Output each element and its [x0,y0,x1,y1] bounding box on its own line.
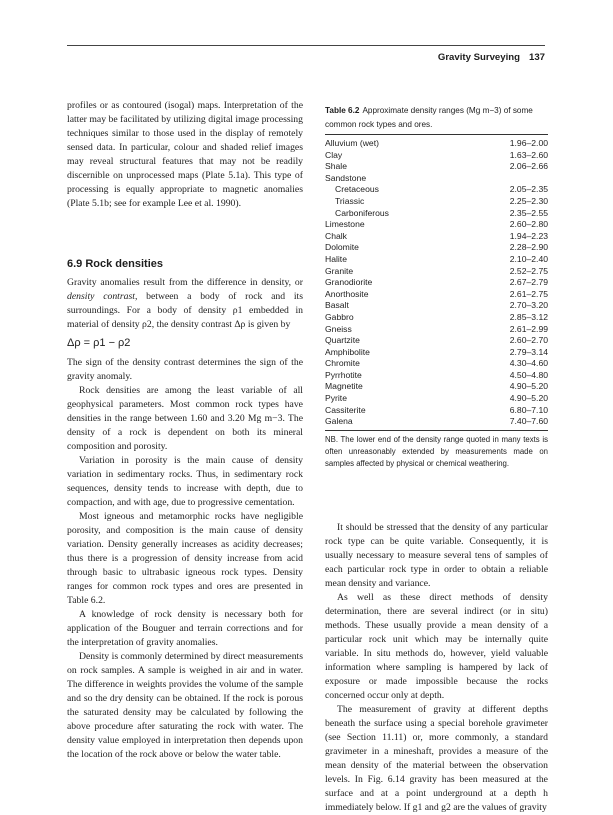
table-row [325,358,548,370]
paragraph-porosity: Variation in porosity is the main cause of density variation in sedimentary rocks. Thus, in sedimentary rock sequences, density tends to increase with depth, due to compaction, and with age, due to progressive cementation. [67,455,303,508]
table-cell-rock-type: Sandstone [325,172,367,183]
table-cell-density-range: 2.25–2.30 [509,195,548,206]
page-number: 137 [528,52,545,63]
table-cell-rock-type: Clay [325,149,343,160]
density-table [325,104,548,470]
table-cell-rock-type: Chalk [325,230,347,241]
table-cell-rock-type: Gabbro [325,311,354,322]
table-cell-density-range: 2.35–2.55 [509,207,548,218]
running-header [438,52,545,63]
section-title: 6.9 Rock densities [67,258,163,270]
paragraph-knowledge: A knowledge of rock density is necessary both for application of the Bouguer and terrain corrections and for the interpretation of gravity anomalies. [67,609,303,648]
table-cell-density-range: 2.61–2.99 [509,323,548,334]
table-cell-density-range: 2.60–2.80 [509,219,548,230]
table-cell-rock-type: Basalt [325,300,349,311]
table-cell-rock-type: Amphibolite [325,346,370,357]
table-cell-density-range: 2.61–2.75 [509,288,548,299]
table-row [325,289,548,301]
table-cell-density-range: 2.10–2.40 [509,253,548,264]
table-row [325,312,548,324]
density-contrast-term: density contrast [67,291,135,302]
paragraph-variability: It should be stressed that the density of any particular rock type can be quite variable. Consequently, it is usually necessary to measure several tens of samples of each particular rock type in order to obtain a reliable mean density and variance. [325,522,548,589]
intro-paragraph: profiles or as contoured (isogal) maps. Interpretation of the latter may be facilitated by utilizing digital image processing techniques similar to those used in the display of remotely sensed data. In particular, colour and shaded relief images may reveal structural features that may not be readily discernible on unprocessed maps (Plate 5.1a). This type of processing is equally appropriate to magnetic anomalies (Plate 5.1b; see for example Lee et al. 1990). [67,100,303,209]
density-contrast-equation: Δρ = ρ1 − ρ2 [67,337,131,349]
table-row [325,370,548,382]
table-cell-rock-type: Limestone [325,219,365,230]
table-cell-density-range: 1.94–2.23 [509,230,548,241]
header-rule [67,45,545,46]
table-cell-density-range: 2.85–3.12 [509,311,548,322]
table-row [325,231,548,243]
table-top-rule [325,134,548,135]
paragraph-measurement: Density is commonly determined by direct measurements on rock samples. A sample is weighed in air and in water. The difference in weights provides the volume of the sample and so the dry density can be obtained. If the rock is porous the saturated density may be calculated by following the above procedure after saturating the rock with water. The density value employed in interpretation then depends upon the location of the rock above or below the water table. [67,651,303,760]
table-cell-density-range: 4.50–4.80 [509,369,548,380]
table-label: Table 6.2 [325,106,360,115]
left-column-top [67,99,303,211]
table-row [325,184,548,196]
table-caption-text: Approximate density ranges (Mg m−3) of some common rock types and ores. [325,106,533,129]
table-bottom-rule [325,430,548,431]
table-cell-rock-type: Triassic [335,195,365,206]
paragraph-borehole: The measurement of gravity at different depths beneath the surface using a special borehole gravimeter (see Section 11.11) or, more commonly, a standard gravimeter in a mineshaft, provides a measure of the mean density of the material between the observation levels. In Fig. 6.14 gravity has been measured at the surface and at a point underground at a depth h immediately below. If g1 and g2 are the values of gravity [325,704,548,813]
table-cell-rock-type: Halite [325,253,347,264]
table-row [325,347,548,359]
paragraph-density-contrast [67,276,303,332]
table-cell-density-range: 2.28–2.90 [509,242,548,253]
table-row [325,381,548,393]
table-row [325,242,548,254]
table-cell-rock-type: Dolomite [325,242,359,253]
table-cell-density-range: 2.06–2.66 [509,161,548,172]
table-cell-rock-type: Cassiterite [325,404,366,415]
table-cell-density-range: 2.05–2.35 [509,184,548,195]
table-row [325,300,548,312]
paragraph-in-situ: As well as these direct methods of density determination, there are several indirect (or in situ) methods. These usually provide a mean density of a particular rock unit which may be internally quite variable. In situ methods do, however, yield valuable information where sampling is hampered by lack of exposure or made impossible because the rocks concerned occur only at depth. [325,592,548,701]
table-cell-density-range: 2.70–3.20 [509,300,548,311]
table-cell-density-range: 2.52–2.75 [509,265,548,276]
table-row [325,254,548,266]
table-cell-rock-type: Alluvium (wet) [325,138,379,148]
table-row [325,405,548,417]
table-cell-density-range: 1.63–2.60 [509,149,548,160]
right-column [325,521,548,815]
table-row [325,335,548,347]
table-cell-density-range: 2.60–2.70 [509,335,548,346]
table-row [325,416,548,428]
table-row [325,393,548,405]
table-cell-rock-type: Granodiorite [325,277,373,288]
table-row [325,196,548,208]
table-row [325,266,548,278]
table-cell-density-range: 1.96–2.00 [509,138,548,148]
table-cell-density-range: 4.90–5.20 [509,393,548,404]
table-cell-rock-type: Cretaceous [335,184,379,195]
table-cell-rock-type: Shale [325,161,347,172]
table-row [325,277,548,289]
left-column-body [67,276,303,762]
table-cell-rock-type: Pyrite [325,393,347,404]
paragraph-igneous: Most igneous and metamorphic rocks have negligible porosity, and composition is the main cause of density variation. Density generally increases as acidity decreases; thus there is a progression of density increase from acid through basic to ultrabasic igneous rock types. Density ranges for common rock types and ores are presented in Table 6.2. [67,511,303,606]
table-cell-rock-type: Gneiss [325,323,352,334]
table-row [325,208,548,220]
running-header-title: Gravity Surveying [437,52,520,63]
table-caption [325,104,548,132]
table-row [325,219,548,231]
paragraph-sign: The sign of the density contrast determines the sign of the gravity anomaly. [67,357,303,382]
table-body [325,138,548,428]
table-cell-density-range: 2.67–2.79 [509,277,548,288]
paragraph-rock-densities: Rock densities are among the least variable of all geophysical parameters. Most common rock types have densities in the range between 1.60 and 3.20 Mg m−3. The density of a rock is dependent on both its mineral composition and porosity. [67,385,303,452]
table-row [325,150,548,162]
table-cell-density-range: 2.79–3.14 [509,346,548,357]
table-cell-rock-type: Granite [325,265,354,276]
table-cell-density-range: 7.40–7.60 [509,416,548,427]
table-note: NB. The lower end of the density range quoted in many texts is often unreasonably extended by measurements made on samples affected by physical or chemical weathering. [325,434,548,468]
table-row [325,161,548,173]
paragraph-density-contrast-b: , between a body of rock and its surroundings. For a body of density ρ1 embedded in material of density ρ2, the density contrast Δρ is given by [67,291,303,330]
table-row [325,138,548,150]
table-cell-rock-type: Quartzite [325,335,360,346]
table-row [325,324,548,336]
table-cell-density-range: 4.30–4.60 [509,358,548,369]
table-cell-rock-type: Anorthosite [325,288,369,299]
table-cell-rock-type: Chromite [325,358,360,369]
table-cell-rock-type: Galena [325,416,353,427]
table-row [325,173,548,185]
table-cell-rock-type: Carboniferous [335,207,389,218]
table-cell-rock-type: Pyrrhotite [325,369,362,380]
paragraph-density-contrast-a: Gravity anomalies result from the difference in density, or [67,277,303,288]
table-cell-density-range: 4.90–5.20 [509,381,548,392]
table-cell-density-range: 6.80–7.10 [509,404,548,415]
table-cell-rock-type: Magnetite [325,381,363,392]
